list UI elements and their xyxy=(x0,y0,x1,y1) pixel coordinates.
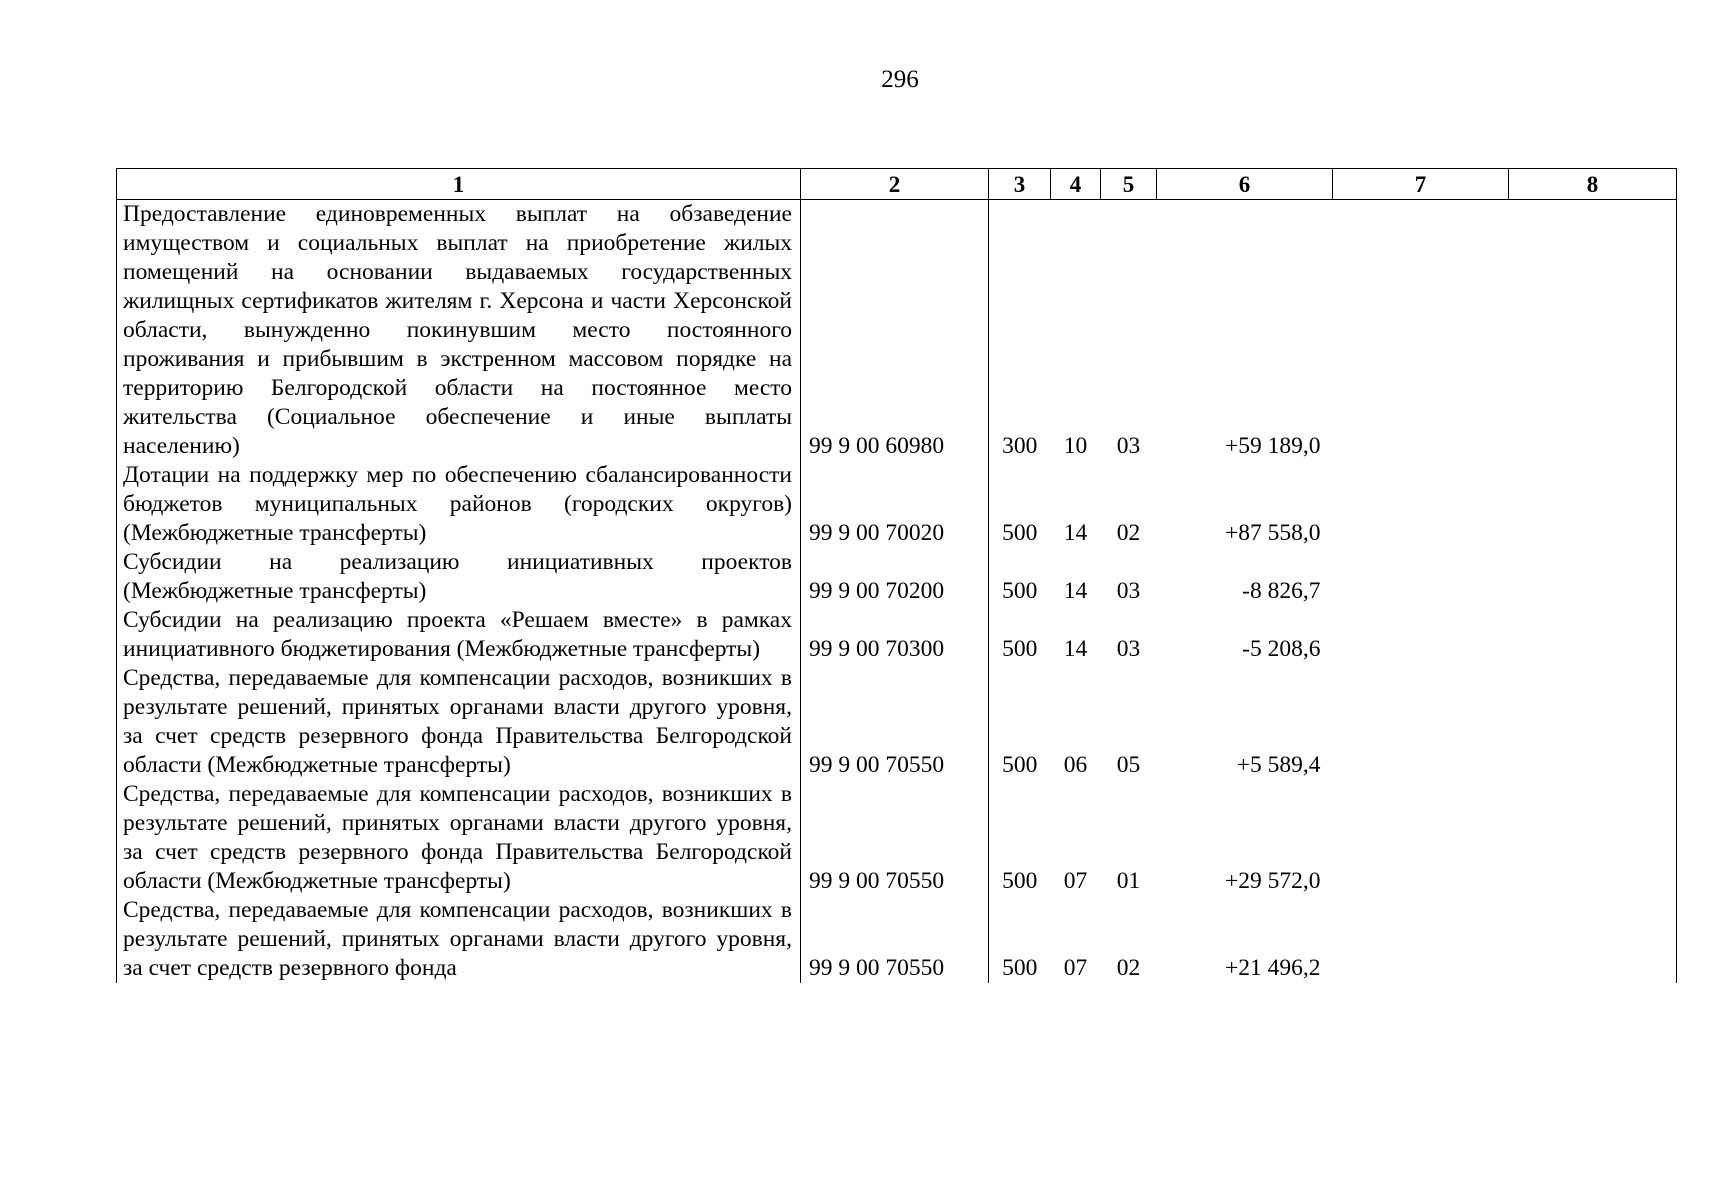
row-amount: +21 496,2 xyxy=(1224,955,1321,981)
row-code: 99 9 00 70550 xyxy=(801,896,989,983)
row-col4: 07 xyxy=(1063,868,1088,894)
table-row xyxy=(117,664,1677,780)
page-number: 296 xyxy=(881,66,919,93)
row-code: 99 9 00 70300 xyxy=(801,606,989,664)
row-col3: 500 xyxy=(989,548,1051,606)
table-row xyxy=(117,200,1677,462)
row-code: 99 9 00 70550 xyxy=(801,664,989,780)
row-description: Средства, передаваемые для компенсации расходов, возникших в результате решений, принятых органами власти другого уровня, за счет средств резервного фонда xyxy=(117,896,801,983)
row-col3: 300 xyxy=(989,200,1051,462)
row-col7 xyxy=(1333,200,1509,462)
row-col7 xyxy=(1333,896,1509,983)
row-amount: +87 558,0 xyxy=(1224,520,1321,546)
column-header: 1 xyxy=(117,169,801,200)
row-col8 xyxy=(1509,461,1677,548)
row-col4: 10 xyxy=(1063,433,1088,459)
row-col4: 14 xyxy=(1063,578,1088,604)
table-row xyxy=(117,461,1677,548)
row-col3: 500 xyxy=(989,780,1051,896)
row-col7 xyxy=(1333,548,1509,606)
table-row xyxy=(117,896,1677,983)
row-col8 xyxy=(1509,664,1677,780)
row-col3: 500 xyxy=(989,664,1051,780)
row-col7 xyxy=(1333,664,1509,780)
row-description: Предоставление единовременных выплат на обзаведение имуществом и социальных выплат на приобретение жилых помещений на основании выдаваемых государственных жилищных сертификатов жителям г. Херсона и части Херсонской области, вынужденно покинувшим место постоянного проживания и прибывшим в экстренном массовом порядке на территорию Белгородской области на постоянное место жительства (Социальное обеспечение и иные выплаты населению) xyxy=(117,200,801,462)
row-col8 xyxy=(1509,896,1677,983)
row-col7 xyxy=(1333,780,1509,896)
row-col5: 03 xyxy=(1116,433,1141,459)
row-code: 99 9 00 70200 xyxy=(801,548,989,606)
column-header: 6 xyxy=(1157,169,1333,200)
row-code: 99 9 00 60980 xyxy=(801,200,989,462)
row-col5: 05 xyxy=(1116,752,1141,778)
row-amount: -8 826,7 xyxy=(1242,578,1321,604)
row-description: Средства, передаваемые для компенсации расходов, возникших в результате решений, принятых органами власти другого уровня, за счет средств резервного фонда Правительства Белгородской области (Межбюджетные трансферты) xyxy=(117,780,801,896)
column-header: 7 xyxy=(1333,169,1509,200)
row-col8 xyxy=(1509,548,1677,606)
row-description: Субсидии на реализацию инициативных проектов (Межбюджетные трансферты) xyxy=(117,548,801,606)
budget-table xyxy=(116,168,1677,983)
row-col8 xyxy=(1509,200,1677,462)
row-code: 99 9 00 70550 xyxy=(801,780,989,896)
row-col4: 06 xyxy=(1063,752,1088,778)
column-header: 5 xyxy=(1101,169,1157,200)
row-col5: 02 xyxy=(1116,520,1141,546)
row-col8 xyxy=(1509,606,1677,664)
row-col4: 07 xyxy=(1063,955,1088,981)
column-header: 2 xyxy=(801,169,989,200)
row-col7 xyxy=(1333,461,1509,548)
row-col5: 03 xyxy=(1116,578,1141,604)
table-row xyxy=(117,606,1677,664)
row-description: Субсидии на реализацию проекта «Решаем вместе» в рамках инициативного бюджетирования (Межбюджетные трансферты) xyxy=(117,606,801,664)
row-col3: 500 xyxy=(989,606,1051,664)
row-description: Средства, передаваемые для компенсации расходов, возникших в результате решений, принятых органами власти другого уровня, за счет средств резервного фонда Правительства Белгородской области (Межбюджетные трансферты) xyxy=(117,664,801,780)
row-amount: -5 208,6 xyxy=(1242,636,1321,662)
row-amount: +5 589,4 xyxy=(1236,752,1321,778)
table-header-row xyxy=(117,169,1677,200)
row-col4: 14 xyxy=(1063,520,1088,546)
row-description: Дотации на поддержку мер по обеспечению сбалансированности бюджетов муниципальных районов (городских округов) (Межбюджетные трансферты) xyxy=(117,461,801,548)
column-header: 3 xyxy=(989,169,1051,200)
row-col5: 02 xyxy=(1116,955,1141,981)
row-col3: 500 xyxy=(989,896,1051,983)
row-amount: +29 572,0 xyxy=(1224,868,1321,894)
row-col3: 500 xyxy=(989,461,1051,548)
row-amount: +59 189,0 xyxy=(1224,433,1321,459)
row-col5: 03 xyxy=(1116,636,1141,662)
row-col8 xyxy=(1509,780,1677,896)
table-row xyxy=(117,548,1677,606)
row-col7 xyxy=(1333,606,1509,664)
column-header: 8 xyxy=(1509,169,1677,200)
row-code: 99 9 00 70020 xyxy=(801,461,989,548)
row-col4: 14 xyxy=(1063,636,1088,662)
table-row xyxy=(117,780,1677,896)
column-header: 4 xyxy=(1051,169,1101,200)
row-col5: 01 xyxy=(1116,868,1141,894)
